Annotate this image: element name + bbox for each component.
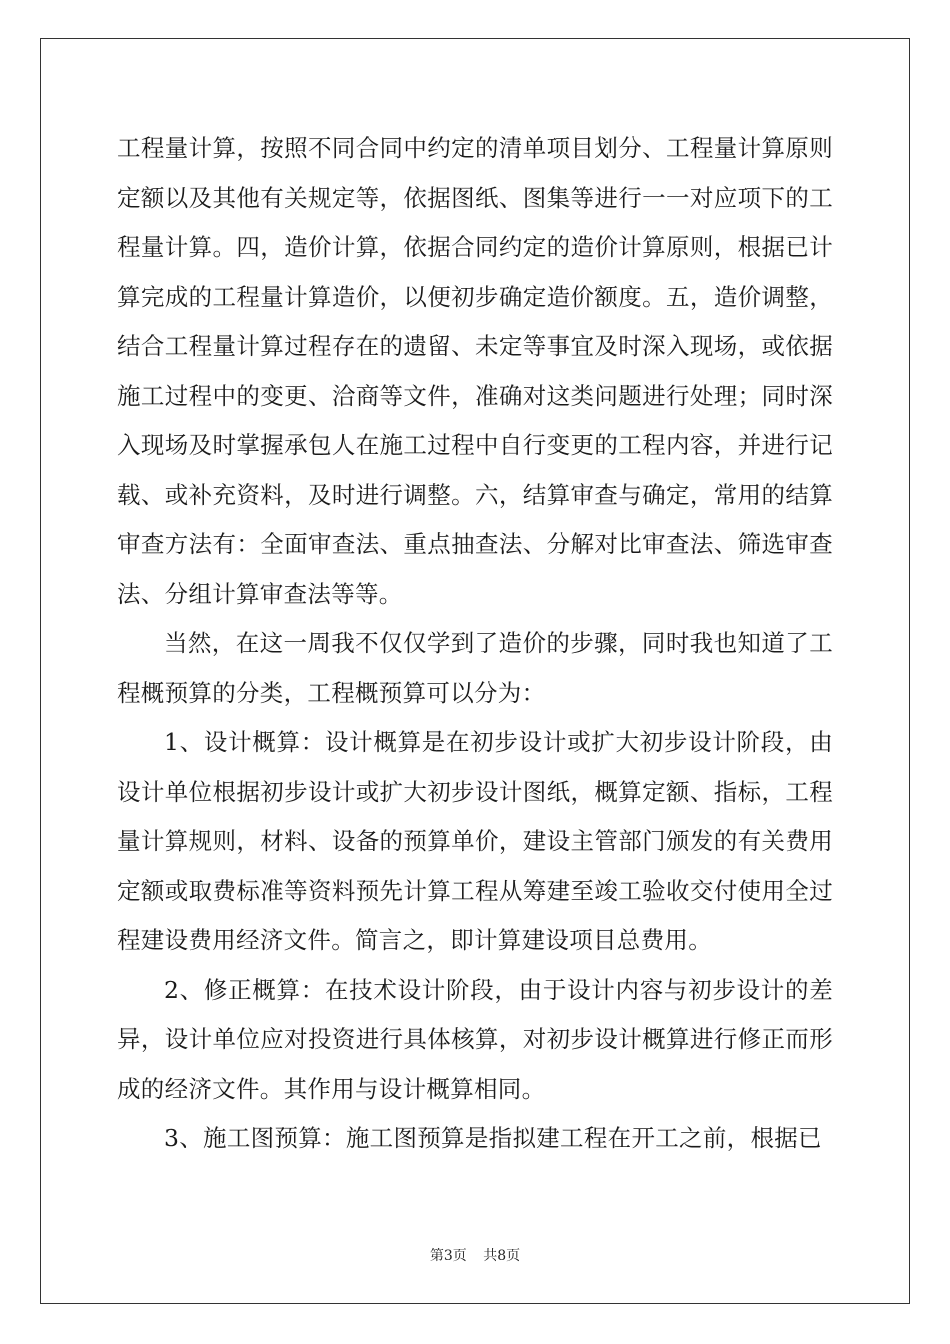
paragraph-design-estimate: 1、设计概算：设计概算是在初步设计或扩大初步设计阶段，由设计单位根据初步设计或扩大初步设计图纸，概算定额、指标，工程量计算规则，材料、设备的预算单价，建设主管部门颁发的有关费用定额或取费标准等资料预先计算工程从筹建至竣工验收交付使用全过程建设费用经济文件。简言之，即计算建设项目总费用。 (117, 728, 833, 954)
page-number: 第3页 (429, 1248, 467, 1264)
page-total: 共8页 (483, 1248, 521, 1264)
paragraph-revised-estimate: 2、修正概算：在技术设计阶段，由于设计内容与初步设计的差异，设计单位应对投资进行具体核算，对初步设计概算进行修正而形成的经济文件。其作用与设计概算相同。 (117, 975, 833, 1103)
paragraph-intro-classification: 当然，在这一周我不仅仅学到了造价的步骤，同时我也知道了工程概预算的分类，工程概预算可以分为： (117, 629, 833, 707)
page-footer (0, 1245, 950, 1265)
paragraph-construction-budget: 3、施工图预算：施工图预算是指拟建工程在开工之前，根据已 (164, 1124, 822, 1152)
document-body (117, 124, 833, 1164)
paragraph-continuation: 工程量计算，按照不同合同中约定的清单项目划分、工程量计算原则定额以及其他有关规定等，依据图纸、图集等进行一一对应项下的工程量计算。四，造价计算，依据合同约定的造价计算原则，根据已计算完成的工程量计算造价，以便初步确定造价额度。五，造价调整，结合工程量计算过程存在的遗留、未定等事宜及时深入现场，或依据施工过程中的变更、洽商等文件，准确对这类问题进行处理；同时深入现场及时掌握承包人在施工过程中自行变更的工程内容，并进行记载、或补充资料，及时进行调整。六，结算审查与确定，常用的结算审查方法有：全面审查法、重点抽查法、分解对比审查法、筛选审查法、分组计算审查法等等。 (117, 134, 833, 608)
